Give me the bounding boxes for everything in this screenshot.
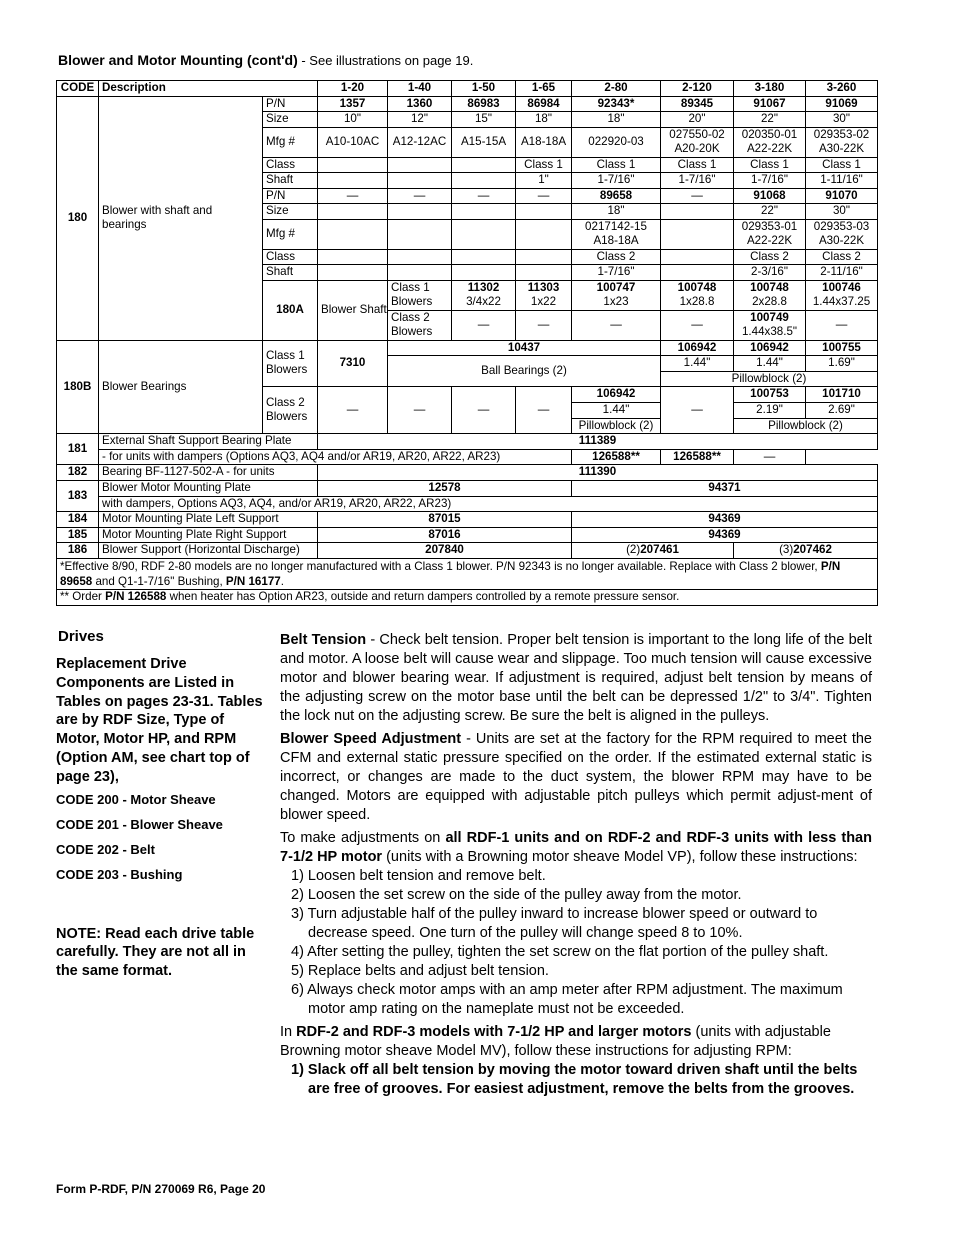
col-header: 3-180 bbox=[734, 81, 806, 97]
table-cell bbox=[734, 127, 806, 157]
table-cell bbox=[661, 280, 734, 310]
attr-line: Class 2 bbox=[266, 395, 305, 409]
drives-sidebar bbox=[56, 628, 266, 981]
code-line: CODE 201 - Blower Sheave bbox=[56, 816, 223, 832]
table-cell: A18-18A bbox=[516, 127, 572, 157]
qty-prefix: (3) bbox=[779, 543, 794, 557]
belt-tension-text: - Check belt tension. Proper belt tension is important to the long life of the belt and motor. A loose belt will cause wear and slippage. Too much tension will cause excessive motor and blower bearing wear. If adjustment is required, adjust belt tension by means of the adjusting screw on the motor base until the belt can be depressed 1/2" to 3/4". Tighten the lock nut on the adjusting screw. Be sure the belt is aligned in the pulleys. bbox=[280, 632, 872, 724]
attr-label: Class bbox=[263, 157, 318, 173]
step-item: 1) Loosen belt tension and remove belt. bbox=[291, 868, 546, 884]
table-cell: 94369 bbox=[572, 512, 878, 528]
table-cell: 022920-03 bbox=[572, 127, 661, 157]
description-cell: Motor Mounting Plate Right Support bbox=[99, 527, 318, 543]
table-cell: 1.44" bbox=[572, 402, 661, 418]
table-cell bbox=[318, 204, 388, 220]
table-cell: 1357 bbox=[318, 96, 388, 112]
step-item: 5) Replace belts and adjust belt tension. bbox=[291, 963, 549, 979]
table-row bbox=[57, 465, 878, 481]
table-cell bbox=[452, 280, 516, 310]
drive-table-note: NOTE: Read each drive table carefully. They are not all in the same format. bbox=[56, 925, 255, 980]
footnote-part: P/N 89658 bbox=[60, 559, 841, 588]
table-cell: 91070 bbox=[806, 188, 878, 204]
code-cell: 184 bbox=[57, 512, 99, 528]
description-cell: Blower Motor Mounting Plate bbox=[99, 480, 318, 496]
table-cell: 92343* bbox=[572, 96, 661, 112]
table-cell bbox=[734, 219, 806, 249]
table-cell: — bbox=[452, 387, 516, 434]
table-cell bbox=[661, 204, 734, 220]
table-cell: 1" bbox=[516, 173, 572, 189]
table-cell: 18" bbox=[516, 112, 572, 128]
mv-steps bbox=[280, 1061, 872, 1099]
attr-line: Class 1 bbox=[266, 349, 305, 363]
table-cell: 1-7/16" bbox=[734, 173, 806, 189]
part-number: 100748 bbox=[677, 280, 717, 294]
attr-label: P/N bbox=[263, 96, 318, 112]
footnote-text: ** Order bbox=[60, 590, 106, 603]
footnote-cell bbox=[57, 558, 878, 589]
table-cell: 106942 bbox=[734, 340, 806, 356]
mfg-line: A22-22K bbox=[746, 142, 793, 156]
description-cell: External Shaft Support Bearing Plate bbox=[99, 434, 318, 450]
table-cell bbox=[661, 127, 734, 157]
table-header-row bbox=[57, 81, 878, 97]
intro-text: In bbox=[280, 1024, 297, 1040]
parts-table bbox=[56, 80, 878, 606]
attr-line: Blowers bbox=[391, 295, 433, 309]
table-cell: 86984 bbox=[516, 96, 572, 112]
part-number: 100749 bbox=[750, 310, 789, 324]
table-cell bbox=[734, 280, 806, 310]
mfg-line: A30-22K bbox=[818, 142, 865, 156]
part-number: 100748 bbox=[750, 280, 789, 294]
col-header: 3-260 bbox=[806, 81, 878, 97]
part-number: 11302 bbox=[467, 280, 500, 294]
description-cell: Blower Bearings bbox=[99, 340, 263, 434]
footnote-text: *Effective 8/90, RDF 2-80 models are no longer manufactured with a Class 1 blower. P/N 92343 is no longer available. Replace with Class 2 blower, bbox=[60, 559, 821, 573]
attr-label: Class bbox=[263, 249, 318, 265]
intro-text: (units with a Browning motor sheave Model VP), follow these instructions: bbox=[382, 849, 858, 865]
description-cell: with dampers, Options AQ3, AQ4, and/or AR19, AR20, AR22, AR23) bbox=[99, 496, 878, 512]
col-header: 1-65 bbox=[516, 81, 572, 97]
footnote-part: P/N 126588 bbox=[105, 590, 167, 603]
attr-label: P/N bbox=[263, 188, 318, 204]
table-row bbox=[57, 340, 878, 356]
table-cell bbox=[516, 280, 572, 310]
table-cell: 1-7/16" bbox=[661, 173, 734, 189]
table-cell: 1-7/16" bbox=[572, 173, 661, 189]
table-footnote-row bbox=[57, 558, 878, 589]
table-cell: Class 1 bbox=[734, 157, 806, 173]
table-cell: — bbox=[734, 449, 806, 465]
description-cell: Blower with shaft and bearings bbox=[99, 96, 263, 340]
part-number: 207461 bbox=[640, 543, 679, 557]
attr-line: Class 1 bbox=[391, 280, 430, 294]
section-subtitle: - See illustrations on page 19. bbox=[297, 53, 474, 68]
part-dim: 3/4x22 bbox=[466, 295, 501, 309]
table-cell: 1.69" bbox=[806, 356, 878, 372]
table-cell: — bbox=[661, 387, 734, 434]
table-cell: — bbox=[661, 310, 734, 340]
blower-speed-title: Blower Speed Adjustment bbox=[280, 731, 462, 747]
table-cell: A12-12AC bbox=[388, 127, 452, 157]
intro-text: To make adjustments on bbox=[280, 830, 446, 846]
drives-title: Drives bbox=[58, 628, 104, 645]
table-row bbox=[57, 449, 878, 465]
code-cell: 186 bbox=[57, 543, 99, 559]
mfg-line: 029353-02 bbox=[813, 127, 870, 141]
table-cell: — bbox=[318, 387, 388, 434]
mfg-line: 029353-01 bbox=[741, 219, 798, 233]
table-cell: 30" bbox=[806, 112, 878, 128]
table-cell: 94371 bbox=[572, 480, 878, 496]
table-cell bbox=[806, 280, 878, 310]
table-cell: 1.44" bbox=[661, 356, 734, 372]
table-cell: 91069 bbox=[806, 96, 878, 112]
footnote-part: P/N 16177 bbox=[225, 574, 281, 588]
table-cell bbox=[516, 265, 572, 281]
footnote-cell bbox=[57, 589, 878, 605]
table-cell: 12578 bbox=[318, 480, 572, 496]
table-cell bbox=[661, 219, 734, 249]
code-cell: 180 bbox=[57, 96, 99, 340]
mfg-line: A30-22K bbox=[818, 234, 865, 248]
table-cell: Class 1 bbox=[661, 157, 734, 173]
table-cell bbox=[318, 249, 388, 265]
table-cell: 111390 bbox=[318, 465, 878, 481]
belt-tension-title: Belt Tension bbox=[280, 632, 367, 648]
table-cell: — bbox=[318, 188, 388, 204]
blower-speed-text: - Units are set at the factory for the RPM required to meet the CFM and external static pressure specified on the order. If the estimated external static is incorrect, or changes are made to the duct system, the blower RPM may have to be changed. Motors are equipped with adjustable pitch pulleys which permit adjust-ment of blower speed. bbox=[280, 731, 872, 823]
description-cell: Blower Support (Horizontal Discharge) bbox=[99, 543, 318, 559]
footnote-text: when heater has Option AR23, outside and return dampers controlled by a remote pressure sensor. bbox=[166, 590, 680, 603]
col-header: Description bbox=[99, 81, 318, 97]
table-cell bbox=[388, 219, 452, 249]
step-item: 4) After setting the pulley, tighten the set screw on the flat portion of the pulley shaft. bbox=[291, 944, 829, 960]
section-title: Blower and Motor Mounting (cont'd) bbox=[58, 52, 298, 68]
code-line: CODE 200 - Motor Sheave bbox=[56, 791, 216, 807]
table-cell: 7310 bbox=[318, 340, 388, 387]
code-line: CODE 202 - Belt bbox=[56, 841, 155, 857]
table-cell bbox=[572, 280, 661, 310]
attr-label: Mfg # bbox=[263, 127, 318, 157]
table-cell: Class 2 bbox=[734, 249, 806, 265]
table-cell: — bbox=[516, 387, 572, 434]
table-cell: 106942 bbox=[661, 340, 734, 356]
description-cell: - for units with dampers (Options AQ3, AQ4 and/or AR19, AR20, AR22, AR23) bbox=[99, 449, 572, 465]
table-cell: 22" bbox=[734, 204, 806, 220]
mv-intro bbox=[280, 1023, 872, 1061]
table-cell: 207840 bbox=[318, 543, 572, 559]
table-cell bbox=[806, 219, 878, 249]
table-cell bbox=[661, 265, 734, 281]
table-cell: — bbox=[806, 310, 878, 340]
table-footnote-row bbox=[57, 589, 878, 605]
table-cell: 91067 bbox=[734, 96, 806, 112]
part-dim: 1x28.8 bbox=[679, 295, 715, 309]
table-cell: Class 1 bbox=[516, 157, 572, 173]
table-cell bbox=[734, 310, 806, 340]
belt-tension-paragraph bbox=[280, 631, 872, 726]
adjustment-intro bbox=[280, 829, 872, 867]
table-cell bbox=[572, 219, 661, 249]
table-cell bbox=[452, 219, 516, 249]
table-cell: — bbox=[516, 310, 572, 340]
description-cell: Blower Shaft bbox=[318, 280, 388, 340]
code-cell: 182 bbox=[57, 465, 99, 481]
mfg-line: 0217142-15 bbox=[585, 219, 647, 233]
table-cell: 30" bbox=[806, 204, 878, 220]
table-cell: 1-11/16" bbox=[806, 173, 878, 189]
table-cell bbox=[452, 249, 516, 265]
footnote-text: and Q1-1-7/16" Bushing, bbox=[92, 574, 226, 588]
code-cell: 181 bbox=[57, 434, 99, 465]
table-cell bbox=[452, 173, 516, 189]
attr-label bbox=[388, 280, 452, 310]
col-header: 2-80 bbox=[572, 81, 661, 97]
table-cell bbox=[388, 249, 452, 265]
replacement-note: Replacement Drive Components are Listed in Tables on pages 23-31. Tables are by RDF Size, Type of Motor, Motor HP, and RPM (Option AM, see chart top of page 23), bbox=[56, 656, 263, 785]
table-cell: 126588** bbox=[661, 449, 734, 465]
table-cell: 101710 bbox=[806, 387, 878, 403]
table-cell: Class 1 bbox=[806, 157, 878, 173]
step-item: 1) Slack off all belt tension by moving the motor toward driven shaft until the belts are free of grooves. For easiest adjustment, remove the belts from the grooves. bbox=[291, 1062, 858, 1097]
table-cell: 1-7/16" bbox=[572, 265, 661, 281]
attr-label bbox=[263, 340, 318, 387]
part-number: 100746 bbox=[822, 280, 861, 294]
part-dim: 2x28.8 bbox=[752, 295, 787, 309]
part-number: 207462 bbox=[793, 543, 832, 557]
part-dim: 1.44x37.25 bbox=[812, 295, 871, 309]
table-cell: Pillowblock (2) bbox=[734, 418, 878, 434]
table-cell bbox=[734, 543, 878, 559]
table-cell bbox=[452, 157, 516, 173]
table-cell bbox=[388, 204, 452, 220]
attr-line: Class 2 bbox=[391, 310, 430, 324]
table-cell: 22" bbox=[734, 112, 806, 128]
code-cell: 180B bbox=[57, 340, 99, 434]
table-cell: — bbox=[661, 188, 734, 204]
table-cell: Class 2 bbox=[806, 249, 878, 265]
table-cell: 12" bbox=[388, 112, 452, 128]
table-cell: 2-3/16" bbox=[734, 265, 806, 281]
table-cell: 10" bbox=[318, 112, 388, 128]
table-cell: 106942 bbox=[572, 387, 661, 403]
table-cell: 111389 bbox=[318, 434, 878, 450]
table-cell bbox=[318, 157, 388, 173]
attr-label: Size bbox=[263, 204, 318, 220]
table-cell: 2.19" bbox=[734, 402, 806, 418]
table-cell bbox=[572, 543, 734, 559]
table-cell bbox=[516, 204, 572, 220]
table-cell: — bbox=[572, 310, 661, 340]
table-cell bbox=[806, 127, 878, 157]
table-cell bbox=[318, 219, 388, 249]
table-cell: 15" bbox=[452, 112, 516, 128]
intro-emphasis: all RDF-1 units and on RDF-2 and RDF-3 units with less than 7-1/2 HP motor bbox=[280, 830, 872, 865]
code-cell: 185 bbox=[57, 527, 99, 543]
code-line: CODE 203 - Bushing bbox=[56, 866, 183, 882]
code-cell: 180A bbox=[263, 280, 318, 340]
table-cell: A10-10AC bbox=[318, 127, 388, 157]
table-cell: Class 1 bbox=[572, 157, 661, 173]
col-header: 2-120 bbox=[661, 81, 734, 97]
table-cell: 18" bbox=[572, 112, 661, 128]
col-header: CODE bbox=[57, 81, 99, 97]
intro-text: (units with adjustable Browning motor sheave Model MV), follow these instructions for adjusting RPM: bbox=[280, 1024, 831, 1059]
section-heading bbox=[58, 52, 473, 68]
table-cell: — bbox=[452, 188, 516, 204]
table-cell: 10437 bbox=[388, 340, 661, 356]
col-header: 1-20 bbox=[318, 81, 388, 97]
table-cell bbox=[516, 219, 572, 249]
table-row bbox=[57, 512, 878, 528]
part-number: 100747 bbox=[596, 280, 636, 294]
table-cell: 126588** bbox=[572, 449, 661, 465]
table-cell bbox=[388, 265, 452, 281]
table-cell bbox=[318, 265, 388, 281]
intro-emphasis: RDF-2 and RDF-3 models with 7-1/2 HP and larger motors bbox=[296, 1024, 692, 1040]
attr-label bbox=[263, 387, 318, 434]
table-cell: 20" bbox=[661, 112, 734, 128]
qty-prefix: (2) bbox=[626, 543, 641, 557]
table-row bbox=[57, 480, 878, 496]
table-cell: 2-11/16" bbox=[806, 265, 878, 281]
attr-label: Shaft bbox=[263, 173, 318, 189]
attr-label: Mfg # bbox=[263, 219, 318, 249]
blower-speed-paragraph bbox=[280, 730, 872, 825]
table-row bbox=[57, 496, 878, 512]
table-cell bbox=[318, 173, 388, 189]
table-cell: — bbox=[452, 310, 516, 340]
table-cell: 100755 bbox=[806, 340, 878, 356]
table-cell: A15-15A bbox=[452, 127, 516, 157]
table-row bbox=[57, 543, 878, 559]
table-cell: Pillowblock (2) bbox=[572, 418, 661, 434]
page-footer: Form P-RDF, P/N 270069 R6, Page 20 bbox=[56, 1182, 266, 1196]
table-cell: Class 2 bbox=[572, 249, 661, 265]
mfg-line: A22-22K bbox=[746, 234, 793, 248]
mfg-line: 020350-01 bbox=[741, 127, 798, 141]
table-row bbox=[57, 527, 878, 543]
part-number: 11303 bbox=[527, 280, 560, 294]
table-row bbox=[57, 434, 878, 450]
table-cell: 18" bbox=[572, 204, 661, 220]
step-item: 3) Turn adjustable half of the pulley inward to increase blower speed or outward to decrease speed. One turn of the pulley will change speed 8 to 10%. bbox=[291, 906, 818, 941]
mfg-line: 027550-02 bbox=[669, 127, 725, 141]
table-cell bbox=[388, 157, 452, 173]
table-cell bbox=[661, 249, 734, 265]
table-cell: 1360 bbox=[388, 96, 452, 112]
table-row bbox=[57, 96, 878, 112]
step-item: 2) Loosen the set screw on the side of the pulley away from the motor. bbox=[291, 887, 742, 903]
table-cell: 2.69" bbox=[806, 402, 878, 418]
attr-label: Shaft bbox=[263, 265, 318, 281]
attr-label: Size bbox=[263, 112, 318, 128]
table-cell: 87016 bbox=[318, 527, 572, 543]
mfg-line: A20-20K bbox=[674, 142, 720, 156]
table-cell: 86983 bbox=[452, 96, 516, 112]
table-cell: — bbox=[388, 188, 452, 204]
description-cell: Bearing BF-1127-502-A - for units bbox=[99, 465, 318, 481]
code-cell: 183 bbox=[57, 480, 99, 511]
table-cell: Ball Bearings (2) bbox=[388, 356, 661, 387]
table-cell: 1.44" bbox=[734, 356, 806, 372]
table-cell: 89658 bbox=[572, 188, 661, 204]
table-cell bbox=[452, 265, 516, 281]
col-header: 1-50 bbox=[452, 81, 516, 97]
attr-label bbox=[388, 310, 452, 340]
part-dim: 1.44x38.5" bbox=[741, 325, 798, 339]
mfg-line: A18-18A bbox=[593, 234, 639, 248]
table-cell: 87015 bbox=[318, 512, 572, 528]
table-cell: 89345 bbox=[661, 96, 734, 112]
col-header: 1-40 bbox=[388, 81, 452, 97]
part-dim: 1x23 bbox=[603, 295, 629, 309]
table-cell: 94369 bbox=[572, 527, 878, 543]
table-cell: Pillowblock (2) bbox=[661, 371, 878, 387]
mfg-line: 029353-03 bbox=[813, 219, 870, 233]
table-cell bbox=[516, 249, 572, 265]
footnote-text: . bbox=[280, 574, 284, 588]
table-cell bbox=[452, 204, 516, 220]
part-dim: 1x22 bbox=[530, 295, 557, 309]
table-cell bbox=[388, 173, 452, 189]
adjustment-steps bbox=[280, 867, 872, 1019]
attr-line: Blowers bbox=[266, 363, 308, 377]
attr-line: Blowers bbox=[266, 410, 308, 424]
table-cell: — bbox=[516, 188, 572, 204]
table-cell: — bbox=[388, 387, 452, 434]
table-cell: 100753 bbox=[734, 387, 806, 403]
description-cell: Motor Mounting Plate Left Support bbox=[99, 512, 318, 528]
drives-body bbox=[280, 631, 872, 1103]
step-item: 6) Always check motor amps with an amp meter after RPM adjustment. The maximum motor amp rating on the nameplate must not be exceeded. bbox=[291, 982, 843, 1017]
attr-line: Blowers bbox=[391, 325, 433, 339]
table-cell: 91068 bbox=[734, 188, 806, 204]
